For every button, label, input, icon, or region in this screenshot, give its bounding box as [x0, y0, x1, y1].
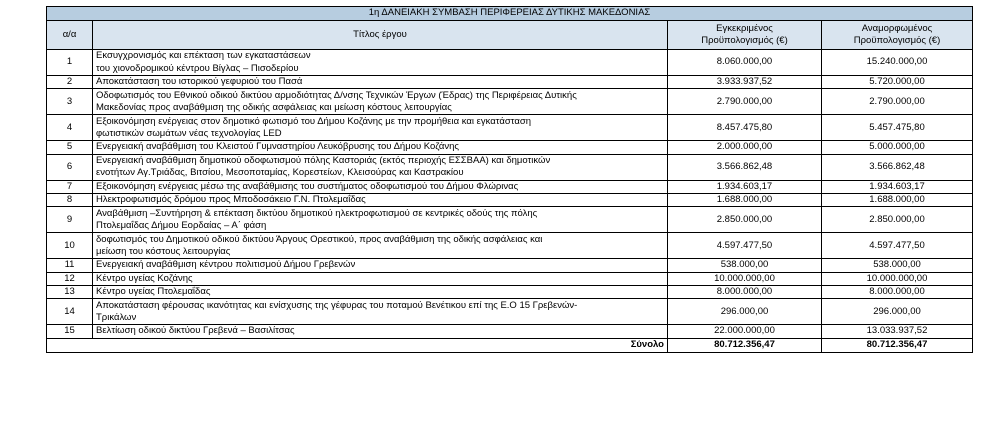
row-title-line1: Ενεργειακή αναβάθμιση δημοτικού οδοφωτισμού πόλης Καστοριάς (εκτός περιοχής ΕΣΣΒΑΑ) και δημοτικών: [96, 154, 551, 166]
row-title-line1: Εκσυγχρονισμός και επέκταση των εγκαταστάσεων: [96, 50, 311, 62]
row-approved: 1.688.000,00: [668, 194, 822, 207]
table-row: [47, 154, 973, 180]
table-row: [47, 194, 973, 207]
row-title: [93, 233, 668, 259]
row-title: Βελτίωση οδικού δικτύου Γρεβενά – Βασιλίτσας: [93, 325, 668, 338]
table-row: [47, 115, 973, 141]
table-row: [47, 233, 973, 259]
row-title: [93, 207, 668, 233]
row-num: 5: [47, 141, 93, 154]
row-revised: 8.000.000,00: [822, 286, 973, 299]
row-revised: 4.597.477,50: [822, 233, 973, 259]
header-revised-line1: Αναμορφωμένος: [861, 22, 933, 34]
row-title: Κέντρο υγείας Κοζάνης: [93, 272, 668, 285]
row-num: 11: [47, 259, 93, 272]
row-num: 7: [47, 180, 93, 193]
row-title: Ενεργειακή αναβάθμιση κέντρου πολιτισμού Δήμου Γρεβενών: [93, 259, 668, 272]
row-title: Ενεργειακή αναβάθμιση του Κλειστού Γυμναστηρίου Λευκόβρυσης του Δήμου Κοζάνης: [93, 141, 668, 154]
row-title-line2: φωτιστικών σωμάτων νέας τεχνολογίας LED: [96, 127, 282, 139]
table-title: 1η ΔΑΝΕΙΑΚΗ ΣΥΜΒΑΣΗ ΠΕΡΙΦΕΡΕΙΑΣ ΔΥΤΙΚΗΣ ΜΑΚΕΔΟΝΙΑΣ: [47, 7, 973, 21]
row-num: 1: [47, 50, 93, 76]
row-title: [93, 299, 668, 325]
row-num: 15: [47, 325, 93, 338]
total-approved: 80.712.356,47: [668, 338, 822, 352]
row-num: 4: [47, 115, 93, 141]
row-revised: 5.000.000,00: [822, 141, 973, 154]
table-row: [47, 272, 973, 285]
row-approved: 3.566.862,48: [668, 154, 822, 180]
header-num: α/α: [47, 21, 93, 50]
row-num: 6: [47, 154, 93, 180]
row-approved: 8.457.475,80: [668, 115, 822, 141]
table-row: [47, 259, 973, 272]
row-approved: 1.934.603,17: [668, 180, 822, 193]
table-row: [47, 286, 973, 299]
row-title-line2: ενοτήτων Αγ.Τριάδας, Βιτσίου, Μεσοποταμίας, Κορεστείων, Κλεισούρας και Καστρακίου: [96, 167, 464, 179]
row-title: [93, 50, 668, 76]
header-approved-line1: Εγκεκριμένος: [716, 22, 773, 34]
header-revised-line2: Προϋπολογισμός (€): [853, 35, 941, 46]
row-num: 14: [47, 299, 93, 325]
row-revised: 1.688.000,00: [822, 194, 973, 207]
row-title-line2: Πτολεμαΐδας Δήμου Εορδαίας – Α΄ φάση: [96, 219, 267, 231]
row-revised: 1.934.603,17: [822, 180, 973, 193]
header-revised-budget: [822, 21, 973, 50]
row-title: [93, 115, 668, 141]
row-approved: 8.060.000,00: [668, 50, 822, 76]
row-title-line2: μείωση του κόστους λειτουργίας: [96, 245, 231, 257]
row-num: 12: [47, 272, 93, 285]
budget-table-container: [46, 6, 973, 353]
row-title: [93, 154, 668, 180]
row-approved: 2.000.000,00: [668, 141, 822, 154]
row-title: Κέντρο υγείας Πτολεμαΐδας: [93, 286, 668, 299]
row-title-line2: Μακεδονίας προς αναβάθμιση της οδικής ασφάλειας και μείωση κόστους λειτουργίας: [96, 101, 452, 113]
row-title: Ηλεκτροφωτισμός δρόμου προς Μποδοσάκειο Γ.Ν. Πτολεμαΐδας: [93, 194, 668, 207]
table-row: [47, 50, 973, 76]
row-approved: 296.000,00: [668, 299, 822, 325]
row-approved: 2.850.000,00: [668, 207, 822, 233]
row-revised: 15.240.000,00: [822, 50, 973, 76]
table-row: [47, 299, 973, 325]
row-revised: 10.000.000,00: [822, 272, 973, 285]
table-row: [47, 207, 973, 233]
table-row: [47, 89, 973, 115]
row-num: 10: [47, 233, 93, 259]
row-title: [93, 89, 668, 115]
table-row: [47, 325, 973, 338]
row-revised: 5.720.000,00: [822, 76, 973, 89]
row-title-line1: Οδοφωτισμός του Εθνικού οδικού δικτύου αρμοδιότητας Δ/νσης Τεχνικών Έργων (Έδρας) της Περιφέρειας Δυτικής: [96, 89, 577, 101]
row-title-line1: Αποκατάσταση φέρουσας ικανότητας και ενίσχυσης της γέφυρας του ποταμού Βενέτικου επί της Ε.Ο 15 Γρεβενών-: [96, 299, 578, 311]
row-approved: 22.000.000,00: [668, 325, 822, 338]
header-approved-line2: Προϋπολογισμός (€): [701, 35, 788, 46]
row-approved: 8.000.000,00: [668, 286, 822, 299]
row-approved: 3.933.937,52: [668, 76, 822, 89]
row-num: 9: [47, 207, 93, 233]
row-title-line1: Εξοικονόμηση ενέργειας στον δημοτικό φωτισμό του Δήμου Κοζάνης με την προμήθεια και εγκατάσταση: [96, 115, 531, 127]
row-revised: 5.457.475,80: [822, 115, 973, 141]
row-revised: 13.033.937,52: [822, 325, 973, 338]
row-title-line1: δοφωτισμός του Δημοτικού οδικού δικτύου Άργους Ορεστικού, προς αναβάθμιση της οδικής ασφάλειας και: [96, 233, 543, 245]
row-approved: 538.000,00: [668, 259, 822, 272]
table-row: [47, 141, 973, 154]
loan-agreement-table: [46, 6, 973, 353]
header-approved-budget: [668, 21, 822, 50]
row-revised: 2.790.000,00: [822, 89, 973, 115]
row-num: 13: [47, 286, 93, 299]
row-revised: 538.000,00: [822, 259, 973, 272]
row-revised: 296.000,00: [822, 299, 973, 325]
row-num: 3: [47, 89, 93, 115]
header-title: Τίτλος έργου: [93, 21, 668, 50]
row-title-line2: του χιονοδρομικού κέντρου Βίγλας – Πισοδερίου: [96, 62, 299, 74]
row-title-line2: Τρικάλων: [96, 311, 137, 323]
row-approved: 4.597.477,50: [668, 233, 822, 259]
row-title: Αποκατάσταση του ιστορικού γεφυριού του Πασά: [93, 76, 668, 89]
row-revised: 2.850.000,00: [822, 207, 973, 233]
row-approved: 2.790.000,00: [668, 89, 822, 115]
total-label: Σύνολο: [47, 338, 668, 352]
row-revised: 3.566.862,48: [822, 154, 973, 180]
row-num: 2: [47, 76, 93, 89]
total-row: [47, 338, 973, 352]
table-row: [47, 180, 973, 193]
row-title-line1: Αναβάθμιση –Συντήρηση & επέκταση δικτύου δημοτικού ηλεκτροφωτισμού σε κεντρικές οδούς της πόλης: [96, 207, 538, 219]
row-num: 8: [47, 194, 93, 207]
row-approved: 10.000.000,00: [668, 272, 822, 285]
table-row: [47, 76, 973, 89]
row-title: Εξοικονόμηση ενέργειας μέσω της αναβάθμισης του συστήματος οδοφωτισμού του Δήμου Φλώρινας: [93, 180, 668, 193]
total-revised: 80.712.356,47: [822, 338, 973, 352]
